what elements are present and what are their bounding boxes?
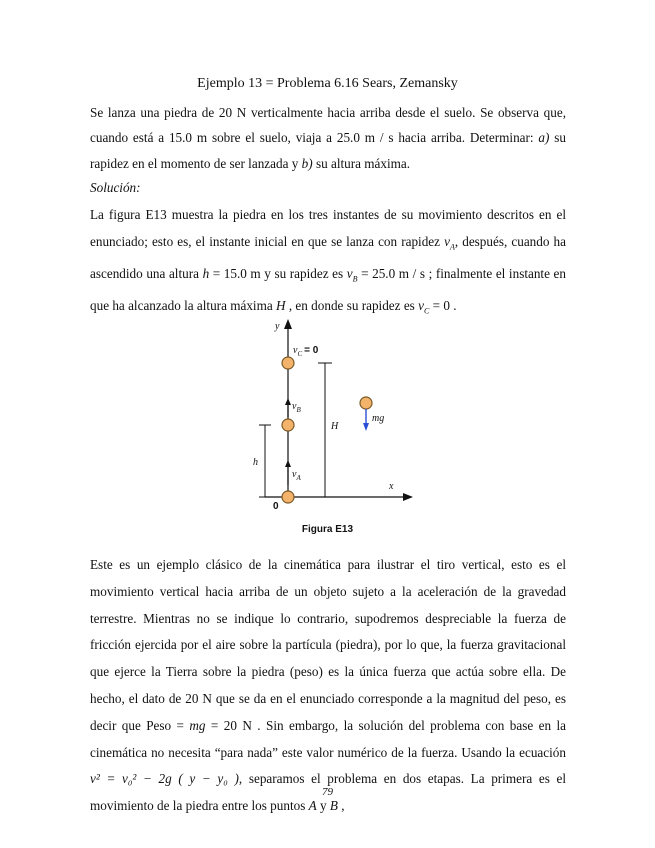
kinematics-equation: v² = v₀² − 2g ( y − y₀ ) — [90, 771, 239, 787]
vb-arrowhead — [285, 398, 291, 405]
mg-label: mg — [372, 413, 385, 424]
origin-label: 0 — [273, 501, 279, 512]
weight-arrowhead — [363, 423, 369, 431]
y-axis-label: y — [275, 321, 280, 332]
va-arrowhead — [285, 460, 291, 467]
vc-label: $v_C = 0$ — [293, 345, 319, 358]
figure-e13 — [235, 315, 415, 515]
stone-at-a — [282, 491, 294, 503]
solution-label: Solución: — [90, 180, 141, 195]
page-number: 79 — [322, 786, 333, 798]
h-label: h — [253, 457, 258, 468]
stone-at-c — [282, 357, 294, 369]
va-label: $v_A$ — [292, 469, 301, 482]
problem-statement: Se lanza una piedra de 20 N verticalmente hacia arriba desde el suelo. Se observa que, cuando está a 15.0 m sobre el suelo, viaja a 25.0 m / s hacia arriba. Determinar: a) su rapidez en el momento de ser lanzada y b) su altura máxima. — [90, 105, 566, 171]
H-label: H — [331, 421, 339, 432]
x-axis-arrow — [403, 493, 413, 501]
figure-caption: Figura E13 — [301, 524, 354, 535]
explanation-paragraph: Este es un ejemplo clásico de la cinemática para ilustrar el tiro vertical, esto es el movimiento vertical hacia arriba de un objeto sujeto a la aceleración de la gravedad terrestre. Mientras no se indique lo contrario, supodremos despreciable la fuerza de fricción ejercida por el aire sobre la partícula (piedra), por lo que, la fuerza gravitacional que ejerce la Tierra sobre la piedra (peso) es la única fuerza que actúa sobre ella. De hecho, el dato de 20 N que se da en el enunciado corresponde a la magnitud del peso, es decir que Peso = mg = 20 N . Sin embargo, la solución del problema con base en la cinemática no necesita “para nada” este valor numérico de la fuerza. Usando la ecuación v² = v₀² − 2g ( y − y₀ ), separamos el problema en dos etapas. La primera es el movimiento de la piedra entre los puntos A y B , — [90, 557, 567, 814]
y-axis-arrow — [284, 319, 292, 329]
x-axis-label: x — [389, 481, 394, 492]
stone-free-body — [360, 397, 372, 409]
solution-paragraph: La figura E13 muestra la piedra en los tres instantes de su movimiento descritos en el enunciado; esto es, el instante inicial en que se lanza con rapidez $v_A$, después, cuando ha ascendido una altura h = 15.0 m y su rapidez es $v_B = 25.0$ m / s ; finalmente el instante en que ha alcanzado la altura máxima H , en donde su rapidez es $v_C = 0$ . — [90, 207, 566, 316]
example-title: Ejemplo 13 = Problema 6.16 Sears, Zemansky — [197, 76, 458, 91]
vb-label: $v_B$ — [292, 401, 301, 414]
stone-at-b — [282, 419, 294, 431]
